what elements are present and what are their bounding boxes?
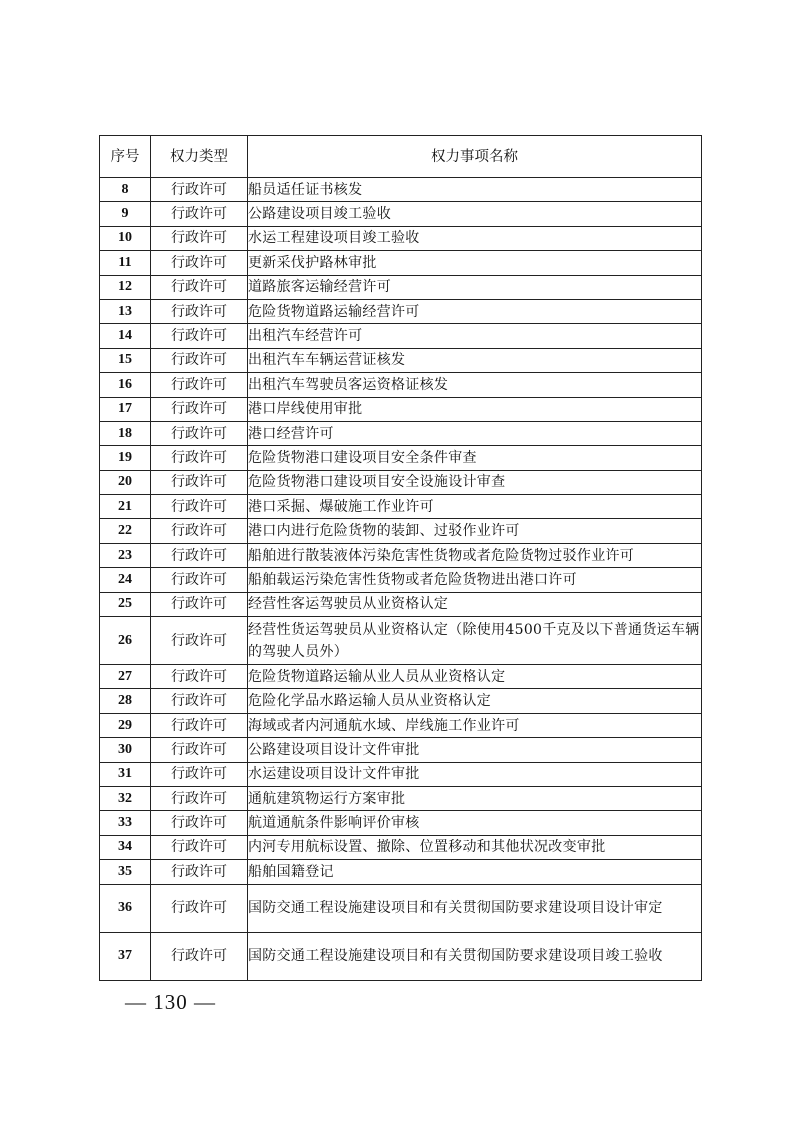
row-num: 15 — [100, 348, 151, 372]
table-row — [100, 373, 702, 397]
row-type: 行政许可 — [151, 251, 248, 275]
row-name: 港口岸线使用审批 — [248, 397, 702, 421]
row-type: 行政许可 — [151, 932, 248, 980]
row-type: 行政许可 — [151, 617, 248, 665]
row-name: 港口经营许可 — [248, 421, 702, 445]
row-type: 行政许可 — [151, 762, 248, 786]
table-row — [100, 324, 702, 348]
row-type: 行政许可 — [151, 884, 248, 932]
row-type: 行政许可 — [151, 178, 248, 202]
page-number: — 130 — — [125, 990, 216, 1014]
table-row — [100, 470, 702, 494]
row-name: 海域或者内河通航水域、岸线施工作业许可 — [248, 713, 702, 737]
row-name: 经营性货运驾驶员从业资格认定（除使用4500千克及以下普通货运车辆的驾驶人员外） — [248, 617, 702, 665]
table-row — [100, 568, 702, 592]
table-row — [100, 689, 702, 713]
row-type: 行政许可 — [151, 713, 248, 737]
row-name: 船舶国籍登记 — [248, 860, 702, 884]
row-type: 行政许可 — [151, 689, 248, 713]
row-num: 35 — [100, 860, 151, 884]
row-type: 行政许可 — [151, 202, 248, 226]
row-name: 危险货物道路运输从业人员从业资格认定 — [248, 665, 702, 689]
row-num: 16 — [100, 373, 151, 397]
table-row — [100, 884, 702, 932]
row-num: 33 — [100, 811, 151, 835]
row-num: 24 — [100, 568, 151, 592]
row-name: 船舶进行散装液体污染危害性货物或者危险货物过驳作业许可 — [248, 543, 702, 567]
row-name: 出租汽车车辆运营证核发 — [248, 348, 702, 372]
row-num: 37 — [100, 932, 151, 980]
table-row — [100, 860, 702, 884]
row-name: 港口采掘、爆破施工作业许可 — [248, 495, 702, 519]
row-name: 国防交通工程设施建设项目和有关贯彻国防要求建设项目设计审定 — [248, 884, 702, 932]
row-name: 船员适任证书核发 — [248, 178, 702, 202]
table-row — [100, 348, 702, 372]
row-num: 22 — [100, 519, 151, 543]
table-row — [100, 665, 702, 689]
row-num: 12 — [100, 275, 151, 299]
row-num: 21 — [100, 495, 151, 519]
row-num: 28 — [100, 689, 151, 713]
table-row — [100, 226, 702, 250]
row-type: 行政许可 — [151, 348, 248, 372]
table-row — [100, 738, 702, 762]
row-type: 行政许可 — [151, 446, 248, 470]
row-type: 行政许可 — [151, 738, 248, 762]
row-type: 行政许可 — [151, 421, 248, 445]
table-row — [100, 446, 702, 470]
row-name: 危险货物道路运输经营许可 — [248, 299, 702, 323]
table-row — [100, 275, 702, 299]
header-name: 权力事项名称 — [248, 136, 702, 178]
row-type: 行政许可 — [151, 226, 248, 250]
row-name: 内河专用航标设置、撤除、位置移动和其他状况改变审批 — [248, 835, 702, 859]
row-type: 行政许可 — [151, 495, 248, 519]
row-name: 危险货物港口建设项目安全设施设计审查 — [248, 470, 702, 494]
row-name: 公路建设项目设计文件审批 — [248, 738, 702, 762]
row-num: 20 — [100, 470, 151, 494]
row-type: 行政许可 — [151, 519, 248, 543]
row-num: 27 — [100, 665, 151, 689]
row-num: 13 — [100, 299, 151, 323]
row-type: 行政许可 — [151, 470, 248, 494]
table-header-row — [100, 136, 702, 178]
row-type: 行政许可 — [151, 786, 248, 810]
table-row — [100, 421, 702, 445]
row-type: 行政许可 — [151, 568, 248, 592]
row-name: 公路建设项目竣工验收 — [248, 202, 702, 226]
table-row — [100, 835, 702, 859]
row-name: 道路旅客运输经营许可 — [248, 275, 702, 299]
row-num: 9 — [100, 202, 151, 226]
row-num: 10 — [100, 226, 151, 250]
table-row — [100, 397, 702, 421]
table-row — [100, 932, 702, 980]
row-name: 危险货物港口建设项目安全条件审查 — [248, 446, 702, 470]
row-type: 行政许可 — [151, 543, 248, 567]
table-row — [100, 251, 702, 275]
row-name: 水运工程建设项目竣工验收 — [248, 226, 702, 250]
row-name: 航道通航条件影响评价审核 — [248, 811, 702, 835]
power-items-table — [99, 135, 702, 981]
row-num: 32 — [100, 786, 151, 810]
row-num: 34 — [100, 835, 151, 859]
row-num: 11 — [100, 251, 151, 275]
row-num: 23 — [100, 543, 151, 567]
row-name: 经营性客运驾驶员从业资格认定 — [248, 592, 702, 616]
row-type: 行政许可 — [151, 835, 248, 859]
header-type: 权力类型 — [151, 136, 248, 178]
row-num: 18 — [100, 421, 151, 445]
table-row — [100, 592, 702, 616]
row-type: 行政许可 — [151, 860, 248, 884]
row-type: 行政许可 — [151, 665, 248, 689]
table-row — [100, 202, 702, 226]
row-type: 行政许可 — [151, 592, 248, 616]
row-type: 行政许可 — [151, 275, 248, 299]
table-row — [100, 713, 702, 737]
table-row — [100, 786, 702, 810]
table-row — [100, 762, 702, 786]
table-row — [100, 178, 702, 202]
row-name: 出租汽车经营许可 — [248, 324, 702, 348]
table-row — [100, 617, 702, 665]
row-num: 8 — [100, 178, 151, 202]
row-num: 14 — [100, 324, 151, 348]
table-row — [100, 519, 702, 543]
row-num: 26 — [100, 617, 151, 665]
row-num: 17 — [100, 397, 151, 421]
row-name: 船舶载运污染危害性货物或者危险货物进出港口许可 — [248, 568, 702, 592]
table-row — [100, 543, 702, 567]
row-name: 危险化学品水路运输人员从业资格认定 — [248, 689, 702, 713]
row-name: 通航建筑物运行方案审批 — [248, 786, 702, 810]
row-num: 29 — [100, 713, 151, 737]
row-name: 出租汽车驾驶员客运资格证核发 — [248, 373, 702, 397]
row-name: 更新采伐护路林审批 — [248, 251, 702, 275]
table-row — [100, 299, 702, 323]
row-name: 港口内进行危险货物的装卸、过驳作业许可 — [248, 519, 702, 543]
row-num: 36 — [100, 884, 151, 932]
row-num: 30 — [100, 738, 151, 762]
table-row — [100, 811, 702, 835]
row-num: 19 — [100, 446, 151, 470]
row-num: 31 — [100, 762, 151, 786]
header-num: 序号 — [100, 136, 151, 178]
row-name: 国防交通工程设施建设项目和有关贯彻国防要求建设项目竣工验收 — [248, 932, 702, 980]
row-name: 水运建设项目设计文件审批 — [248, 762, 702, 786]
row-type: 行政许可 — [151, 299, 248, 323]
row-type: 行政许可 — [151, 373, 248, 397]
table-row — [100, 495, 702, 519]
row-type: 行政许可 — [151, 811, 248, 835]
row-type: 行政许可 — [151, 324, 248, 348]
row-num: 25 — [100, 592, 151, 616]
row-type: 行政许可 — [151, 397, 248, 421]
